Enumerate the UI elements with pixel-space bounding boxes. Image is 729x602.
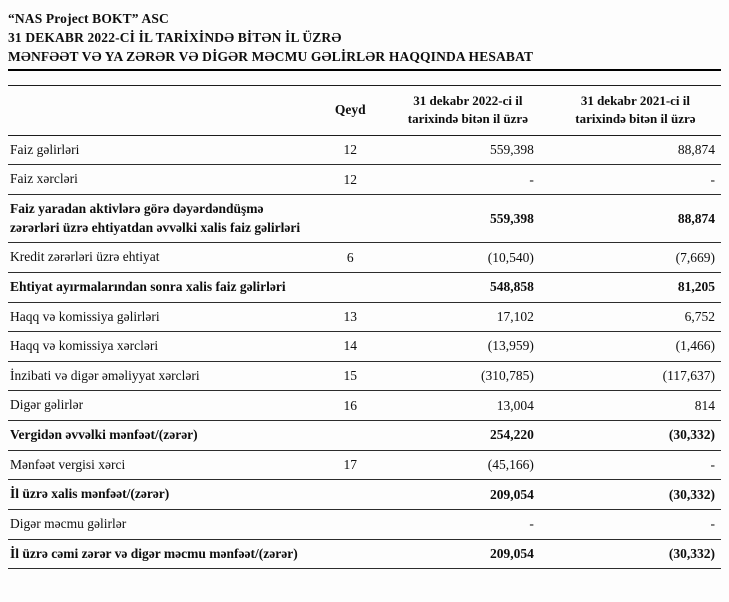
table-row (8, 391, 721, 421)
income-statement-table (8, 85, 721, 569)
row-value-2021: 88,874 (550, 195, 721, 243)
column-header-note: Qeyd (315, 86, 386, 135)
table-row (8, 361, 721, 391)
table-row (8, 243, 721, 273)
row-note: 12 (315, 135, 386, 165)
row-label: Faiz xərcləri (8, 165, 315, 195)
row-value-2021: 81,205 (550, 272, 721, 302)
row-note (315, 421, 386, 451)
row-value-2021: (30,332) (550, 480, 721, 510)
table-row (8, 272, 721, 302)
statement-period: 31 DEKABR 2022-Cİ İL TARİXİNDƏ BİTƏN İL ÜZRƏ (8, 30, 342, 46)
row-value-2022: (310,785) (386, 361, 550, 391)
table-row (8, 539, 721, 569)
row-value-2022: 559,398 (386, 135, 550, 165)
row-note: 14 (315, 332, 386, 362)
row-value-2022: 209,054 (386, 480, 550, 510)
table-row (8, 302, 721, 332)
row-note (315, 272, 386, 302)
statement-title: MƏNFƏƏT VƏ YA ZƏRƏR VƏ DİGƏR MƏCMU GƏLİRLƏR HAQQINDA HESABAT (8, 49, 534, 65)
row-label: Vergidən əvvəlki mənfəət/(zərər) (8, 421, 315, 451)
document-header (8, 9, 721, 66)
table-row (8, 165, 721, 195)
row-value-2021: (1,466) (550, 332, 721, 362)
row-note (315, 509, 386, 539)
column-header-2021: 31 dekabr 2021-ci il tarixində bitən il üzrə (550, 86, 721, 135)
row-value-2021: (30,332) (550, 539, 721, 569)
row-value-2022: (10,540) (386, 243, 550, 273)
row-label: Mənfəət vergisi xərci (8, 450, 315, 480)
table-row (8, 135, 721, 165)
row-label: İl üzrə xalis mənfəət/(zərər) (8, 480, 315, 510)
column-header-description (8, 86, 315, 135)
row-value-2022: 254,220 (386, 421, 550, 451)
row-value-2022: 209,054 (386, 539, 550, 569)
row-note: 17 (315, 450, 386, 480)
table-row (8, 332, 721, 362)
row-value-2022: 548,858 (386, 272, 550, 302)
row-value-2021: 88,874 (550, 135, 721, 165)
table-body (8, 135, 721, 568)
column-header-2022: 31 dekabr 2022-ci il tarixində bitən il üzrə (386, 86, 550, 135)
row-label: İnzibati və digər əməliyyat xərcləri (8, 361, 315, 391)
row-note (315, 480, 386, 510)
table-header-row (8, 86, 721, 135)
header-divider (8, 69, 721, 71)
row-value-2022: 13,004 (386, 391, 550, 421)
row-value-2021: 814 (550, 391, 721, 421)
row-note: 12 (315, 165, 386, 195)
row-value-2022: 559,398 (386, 195, 550, 243)
row-note: 15 (315, 361, 386, 391)
row-label: Digər gəlirlər (8, 391, 315, 421)
table-row (8, 421, 721, 451)
row-label: Haqq və komissiya xərcləri (8, 332, 315, 362)
row-value-2022: - (386, 509, 550, 539)
row-value-2022: (13,959) (386, 332, 550, 362)
row-value-2021: - (550, 165, 721, 195)
row-label: Digər məcmu gəlirlər (8, 509, 315, 539)
row-label: Kredit zərərləri üzrə ehtiyat (8, 243, 315, 273)
row-value-2021: (30,332) (550, 421, 721, 451)
row-value-2022: - (386, 165, 550, 195)
row-label: Ehtiyat ayırmalarından sonra xalis faiz gəlirləri (8, 272, 315, 302)
row-value-2022: (45,166) (386, 450, 550, 480)
row-value-2021: - (550, 450, 721, 480)
table-row (8, 450, 721, 480)
row-note: 6 (315, 243, 386, 273)
row-note (315, 539, 386, 569)
row-label: Faiz gəlirləri (8, 135, 315, 165)
row-label: Haqq və komissiya gəlirləri (8, 302, 315, 332)
company-name: “NAS Project BOKT” ASC (8, 11, 169, 26)
row-value-2021: (7,669) (550, 243, 721, 273)
table-row (8, 509, 721, 539)
row-label: İl üzrə cəmi zərər və digər məcmu mənfəət/(zərər) (8, 539, 315, 569)
row-note: 13 (315, 302, 386, 332)
row-value-2021: 6,752 (550, 302, 721, 332)
row-value-2022: 17,102 (386, 302, 550, 332)
row-note (315, 195, 386, 243)
row-label: Faiz yaradan aktivlərə görə dəyərdəndüşmə zərərləri üzrə ehtiyatdan əvvəlki xalis faiz gəlirləri (8, 195, 315, 243)
table-row (8, 195, 721, 243)
row-value-2021: (117,637) (550, 361, 721, 391)
table-row (8, 480, 721, 510)
row-value-2021: - (550, 509, 721, 539)
row-note: 16 (315, 391, 386, 421)
